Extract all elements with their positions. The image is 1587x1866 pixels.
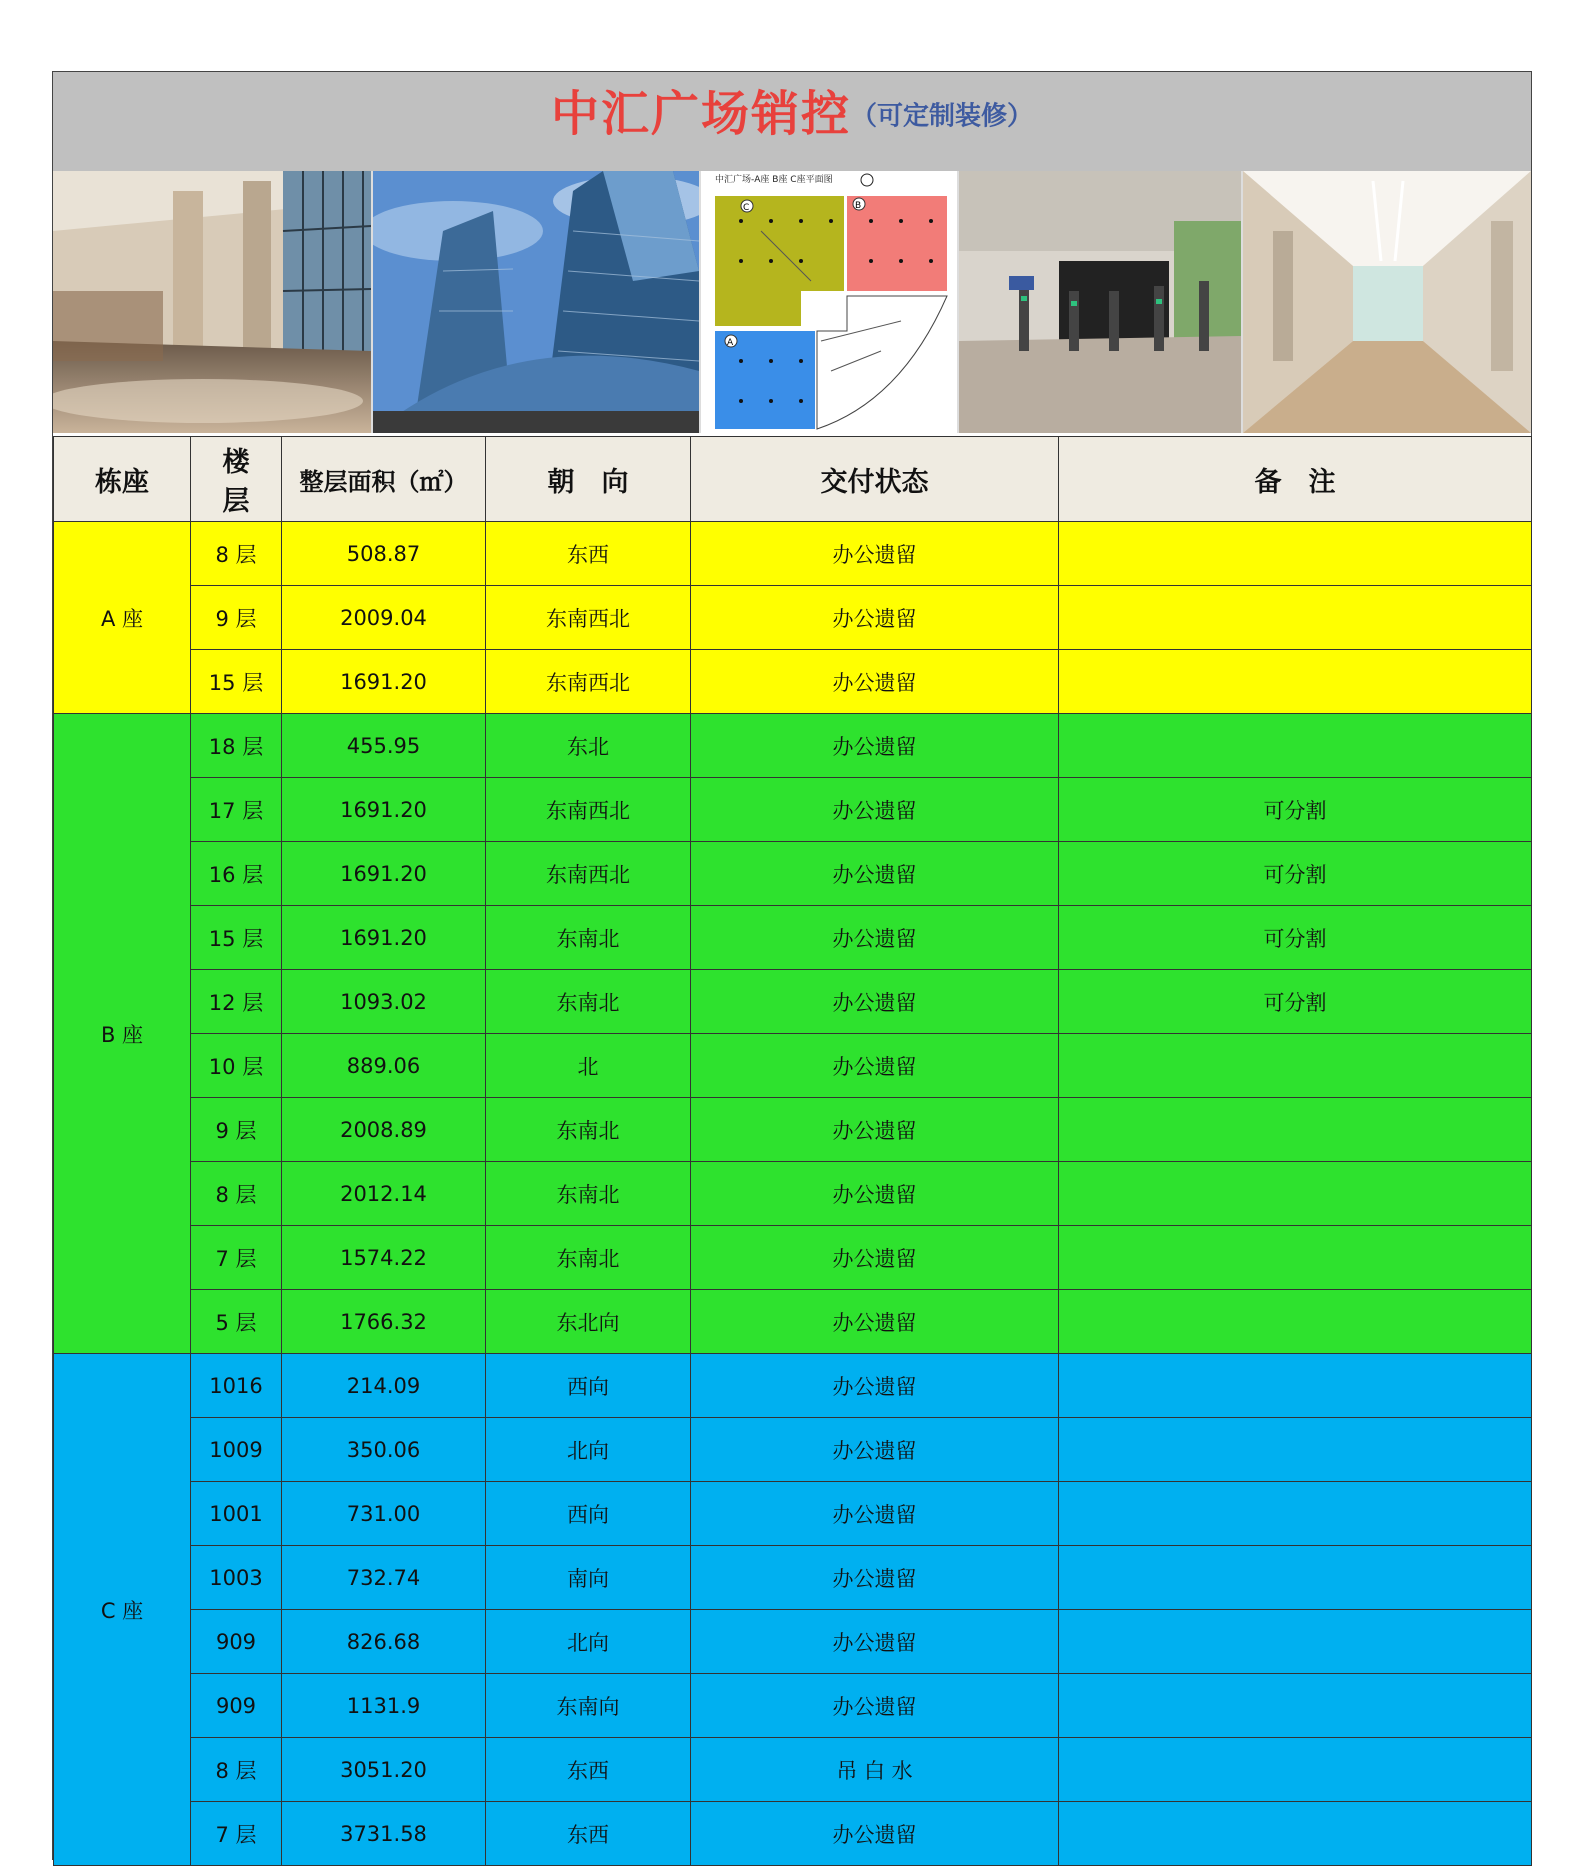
table-row — [54, 970, 1532, 1034]
floor-cell: 909 — [191, 1610, 282, 1674]
delivery-status-cell: 办公遗留 — [691, 970, 1059, 1034]
building-cell: B 座 — [54, 714, 191, 1354]
area-cell: 508.87 — [282, 522, 486, 586]
delivery-status-cell: 办公遗留 — [691, 842, 1059, 906]
entrance-gates-photo — [959, 171, 1241, 433]
area-cell: 3731.58 — [282, 1802, 486, 1866]
area-cell: 3051.20 — [282, 1738, 486, 1802]
notes-cell — [1059, 1226, 1532, 1290]
table-row — [54, 650, 1532, 714]
notes-cell — [1059, 714, 1532, 778]
orientation-cell: 东南西北 — [486, 650, 691, 714]
lobby-photo — [53, 171, 371, 433]
area-cell: 1093.02 — [282, 970, 486, 1034]
table-row — [54, 1674, 1532, 1738]
notes-cell — [1059, 586, 1532, 650]
floor-cell: 8 层 — [191, 1738, 282, 1802]
floor-cell: 1009 — [191, 1418, 282, 1482]
floor-cell: 16 层 — [191, 842, 282, 906]
area-cell: 732.74 — [282, 1546, 486, 1610]
delivery-status-cell: 办公遗留 — [691, 650, 1059, 714]
area-cell: 2009.04 — [282, 586, 486, 650]
floor-cell: 1016 — [191, 1354, 282, 1418]
area-cell: 214.09 — [282, 1354, 486, 1418]
header-row — [54, 437, 1532, 522]
header-floor — [191, 437, 282, 522]
delivery-status-cell: 办公遗留 — [691, 1034, 1059, 1098]
delivery-status-cell: 办公遗留 — [691, 1226, 1059, 1290]
area-cell: 1691.20 — [282, 778, 486, 842]
header-delivery: 交付状态 — [691, 437, 1059, 522]
table-row — [54, 1482, 1532, 1546]
floor-cell: 10 层 — [191, 1034, 282, 1098]
delivery-status-cell: 办公遗留 — [691, 1802, 1059, 1866]
tower-photo — [373, 171, 699, 433]
table-row — [54, 1354, 1532, 1418]
header-notes: 备 注 — [1059, 437, 1532, 522]
delivery-status-cell: 办公遗留 — [691, 1674, 1059, 1738]
floorplan-label-a: A — [727, 338, 734, 348]
orientation-cell: 东南北 — [486, 1162, 691, 1226]
floor-cell: 8 层 — [191, 1162, 282, 1226]
table-row — [54, 1546, 1532, 1610]
delivery-status-cell: 办公遗留 — [691, 1290, 1059, 1354]
area-cell: 1766.32 — [282, 1290, 486, 1354]
orientation-cell: 西向 — [486, 1354, 691, 1418]
orientation-cell: 东南北 — [486, 1098, 691, 1162]
table-row — [54, 1738, 1532, 1802]
floorplan-image — [701, 171, 957, 433]
floor-cell: 9 层 — [191, 1098, 282, 1162]
photo-strip — [53, 171, 1531, 433]
floorplan-label-b: B — [855, 201, 862, 211]
inventory-table — [53, 436, 1532, 1866]
header-orientation: 朝 向 — [486, 437, 691, 522]
floor-cell: 8 层 — [191, 522, 282, 586]
notes-cell — [1059, 1162, 1532, 1226]
table-row — [54, 1418, 1532, 1482]
notes-cell — [1059, 1674, 1532, 1738]
building-cell: C 座 — [54, 1354, 191, 1866]
delivery-status-cell: 办公遗留 — [691, 586, 1059, 650]
corridor-photo — [1243, 171, 1531, 433]
building-cell: A 座 — [54, 522, 191, 714]
orientation-cell: 东南向 — [486, 1674, 691, 1738]
table-row — [54, 714, 1532, 778]
orientation-cell: 南向 — [486, 1546, 691, 1610]
floor-cell: 1001 — [191, 1482, 282, 1546]
floor-cell: 1003 — [191, 1546, 282, 1610]
table-row — [54, 1034, 1532, 1098]
delivery-status-cell: 办公遗留 — [691, 1482, 1059, 1546]
floor-cell: 7 层 — [191, 1226, 282, 1290]
notes-cell: 可分割 — [1059, 842, 1532, 906]
notes-cell — [1059, 1546, 1532, 1610]
orientation-cell: 东西 — [486, 522, 691, 586]
delivery-status-cell: 办公遗留 — [691, 906, 1059, 970]
notes-cell — [1059, 1418, 1532, 1482]
header-area: 整层面积（㎡） — [282, 437, 486, 522]
table-body — [54, 522, 1532, 1866]
floor-cell: 5 层 — [191, 1290, 282, 1354]
notes-cell — [1059, 1738, 1532, 1802]
table-row — [54, 1290, 1532, 1354]
orientation-cell: 东南西北 — [486, 586, 691, 650]
notes-cell — [1059, 1354, 1532, 1418]
delivery-status-cell: 办公遗留 — [691, 1546, 1059, 1610]
floor-cell: 909 — [191, 1674, 282, 1738]
orientation-cell: 东南西北 — [486, 842, 691, 906]
orientation-cell: 东北向 — [486, 1290, 691, 1354]
area-cell: 889.06 — [282, 1034, 486, 1098]
delivery-status-cell: 办公遗留 — [691, 1162, 1059, 1226]
page-subtitle: （可定制装修） — [851, 101, 1034, 132]
table-row — [54, 586, 1532, 650]
notes-cell — [1059, 650, 1532, 714]
table-row — [54, 1098, 1532, 1162]
delivery-status-cell: 吊 白 水 — [691, 1738, 1059, 1802]
notes-cell — [1059, 1610, 1532, 1674]
page-title: 中汇广场销控 — [550, 86, 851, 142]
floor-cell: 17 层 — [191, 778, 282, 842]
notes-cell: 可分割 — [1059, 970, 1532, 1034]
notes-cell — [1059, 1290, 1532, 1354]
area-cell: 350.06 — [282, 1418, 486, 1482]
area-cell: 455.95 — [282, 714, 486, 778]
orientation-cell: 东西 — [486, 1802, 691, 1866]
notes-cell — [1059, 1482, 1532, 1546]
table-row — [54, 522, 1532, 586]
table-row — [54, 778, 1532, 842]
table-row — [54, 1802, 1532, 1866]
table-row — [54, 1226, 1532, 1290]
area-cell: 2012.14 — [282, 1162, 486, 1226]
area-cell: 731.00 — [282, 1482, 486, 1546]
delivery-status-cell: 办公遗留 — [691, 1354, 1059, 1418]
notes-cell: 可分割 — [1059, 778, 1532, 842]
area-cell: 1691.20 — [282, 842, 486, 906]
area-cell: 1131.9 — [282, 1674, 486, 1738]
orientation-cell: 东南北 — [486, 1226, 691, 1290]
area-cell: 2008.89 — [282, 1098, 486, 1162]
orientation-cell: 东南北 — [486, 970, 691, 1034]
orientation-cell: 西向 — [486, 1482, 691, 1546]
area-cell: 1691.20 — [282, 906, 486, 970]
table-row — [54, 842, 1532, 906]
title-bar — [53, 72, 1531, 171]
delivery-status-cell: 办公遗留 — [691, 1610, 1059, 1674]
orientation-cell: 北向 — [486, 1610, 691, 1674]
notes-cell — [1059, 1802, 1532, 1866]
delivery-status-cell: 办公遗留 — [691, 522, 1059, 586]
table-row — [54, 1610, 1532, 1674]
orientation-cell: 北向 — [486, 1418, 691, 1482]
delivery-status-cell: 办公遗留 — [691, 714, 1059, 778]
notes-cell — [1059, 522, 1532, 586]
floor-cell: 15 层 — [191, 650, 282, 714]
floor-cell: 9 层 — [191, 586, 282, 650]
notes-cell — [1059, 1034, 1532, 1098]
sales-sheet — [52, 71, 1532, 1860]
floorplan-title: 中汇广场-A座 B座 C座平面图 — [715, 175, 833, 185]
orientation-cell: 东南西北 — [486, 778, 691, 842]
area-cell: 1574.22 — [282, 1226, 486, 1290]
header-floor-line1: 楼 — [222, 447, 250, 478]
header-floor-line2: 层 — [222, 486, 250, 517]
floorplan-label-c: C — [743, 203, 750, 213]
table-row — [54, 1162, 1532, 1226]
orientation-cell: 北 — [486, 1034, 691, 1098]
floor-cell: 7 层 — [191, 1802, 282, 1866]
notes-cell: 可分割 — [1059, 906, 1532, 970]
delivery-status-cell: 办公遗留 — [691, 778, 1059, 842]
notes-cell — [1059, 1098, 1532, 1162]
area-cell: 1691.20 — [282, 650, 486, 714]
table-row — [54, 906, 1532, 970]
floor-cell: 12 层 — [191, 970, 282, 1034]
floor-cell: 18 层 — [191, 714, 282, 778]
orientation-cell: 东南北 — [486, 906, 691, 970]
delivery-status-cell: 办公遗留 — [691, 1418, 1059, 1482]
orientation-cell: 东北 — [486, 714, 691, 778]
orientation-cell: 东西 — [486, 1738, 691, 1802]
area-cell: 826.68 — [282, 1610, 486, 1674]
header-building: 栋座 — [54, 437, 191, 522]
delivery-status-cell: 办公遗留 — [691, 1098, 1059, 1162]
floor-cell: 15 层 — [191, 906, 282, 970]
